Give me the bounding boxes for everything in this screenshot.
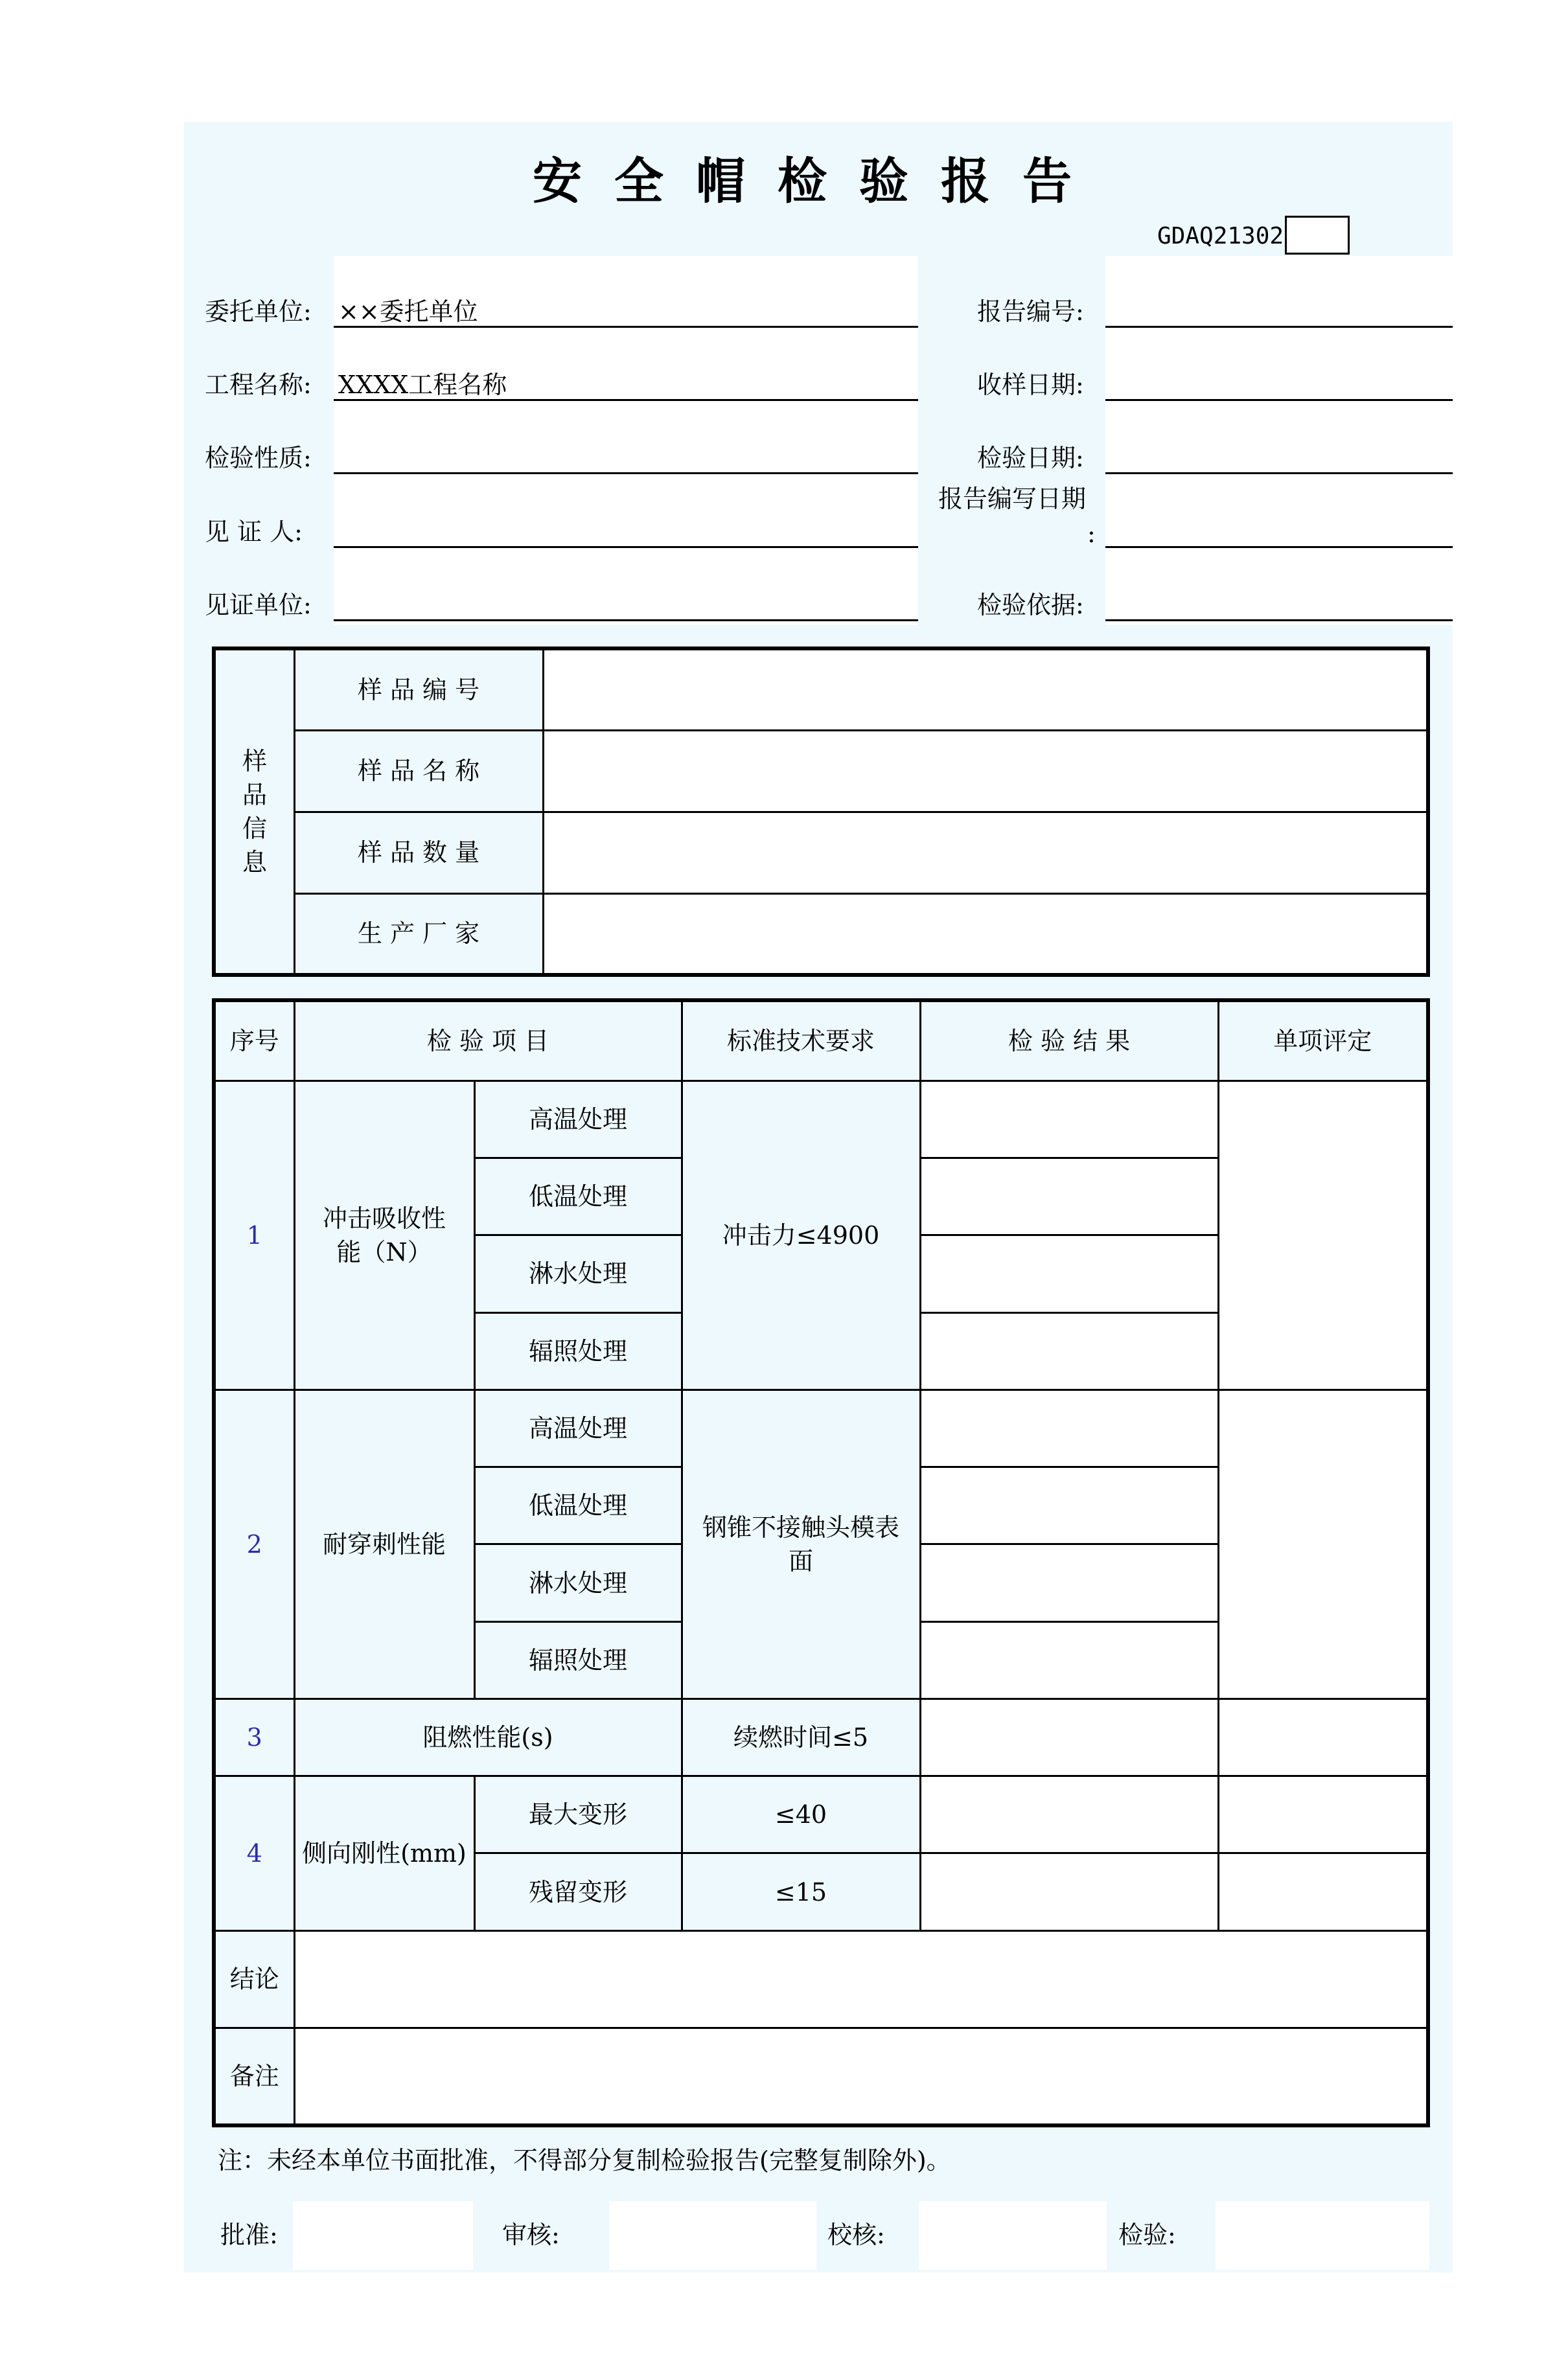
write-date-field[interactable]: [1105, 546, 1453, 548]
item-number: 4: [214, 1776, 294, 1931]
witness-unit-field[interactable]: [334, 619, 918, 621]
test-date-label: 检验日期:: [977, 444, 1084, 472]
test-results-table: [212, 998, 1430, 2127]
treatment-label: 低温处理: [474, 1467, 682, 1544]
inspect-label: 检验:: [1118, 2221, 1176, 2249]
report-no-field[interactable]: [1105, 326, 1453, 328]
test-date-field[interactable]: [1105, 472, 1453, 474]
result-cell[interactable]: [920, 1312, 1218, 1390]
approve-label: 批准:: [220, 2221, 278, 2249]
manufacturer-input[interactable]: [543, 893, 1428, 975]
sample-row-label: 样 品 编 号: [294, 648, 543, 730]
treatment-label: 高温处理: [474, 1081, 682, 1158]
header-evaluation: 单项评定: [1218, 1000, 1428, 1081]
treatment-label: 高温处理: [474, 1390, 682, 1467]
sub-item-label: 残留变形: [474, 1853, 682, 1930]
nature-label: 检验性质:: [205, 444, 312, 472]
item-number: 1: [214, 1081, 294, 1390]
sample-info-table: [212, 646, 1430, 977]
code-suffix-input[interactable]: [1285, 216, 1350, 255]
receive-date-field[interactable]: [1105, 399, 1453, 401]
client-underline: [334, 326, 918, 328]
sample-group-label: 样品信息: [214, 648, 294, 975]
treatment-label: 淋水处理: [474, 1235, 682, 1312]
result-cell[interactable]: [920, 1158, 1218, 1235]
item-requirement: ≤40: [682, 1776, 920, 1853]
header-requirement: 标准技术要求: [682, 1000, 920, 1081]
header-item: 检 验 项 目: [294, 1000, 682, 1081]
report-code: GDAQ21302: [1157, 223, 1284, 249]
item-number: 3: [214, 1699, 294, 1776]
conclusion-label: 结论: [214, 1930, 294, 2028]
header-no: 序号: [214, 1000, 294, 1081]
witness-label: 见 证 人:: [205, 518, 303, 546]
result-cell[interactable]: [920, 1621, 1218, 1699]
write-date-label: 报告编写日期: [938, 485, 1087, 513]
sample-quantity-input[interactable]: [543, 812, 1428, 893]
client-label: 委托单位:: [205, 297, 312, 326]
approve-sign-area[interactable]: [293, 2201, 473, 2270]
item-name: 阻燃性能(s): [294, 1699, 682, 1776]
treatment-label: 淋水处理: [474, 1544, 682, 1621]
check-sign-area[interactable]: [919, 2201, 1107, 2270]
remarks-input[interactable]: [294, 2028, 1428, 2125]
treatment-label: 辐照处理: [474, 1312, 682, 1390]
basis-field[interactable]: [1105, 619, 1453, 621]
client-value[interactable]: ××委托单位: [338, 297, 478, 326]
result-cell[interactable]: [920, 1776, 1218, 1853]
evaluation-cell[interactable]: [1218, 1081, 1428, 1390]
sample-row-label: 样 品 数 量: [294, 812, 543, 893]
result-cell[interactable]: [920, 1853, 1218, 1930]
item-requirement: ≤15: [682, 1853, 920, 1930]
result-cell[interactable]: [920, 1544, 1218, 1621]
review-sign-area[interactable]: [609, 2201, 816, 2270]
project-underline: [334, 399, 918, 401]
right-field-area: [1105, 256, 1453, 625]
result-cell[interactable]: [920, 1081, 1218, 1158]
sample-row-label: 生 产 厂 家: [294, 893, 543, 975]
nature-field[interactable]: [334, 472, 918, 474]
evaluation-cell[interactable]: [1218, 1776, 1428, 1853]
review-label: 审核:: [502, 2221, 560, 2249]
witness-field[interactable]: [334, 546, 918, 548]
result-cell[interactable]: [920, 1235, 1218, 1312]
result-cell[interactable]: [920, 1390, 1218, 1467]
project-value[interactable]: XXXX工程名称: [338, 371, 507, 399]
header-result: 检 验 结 果: [920, 1000, 1218, 1081]
report-no-label: 报告编号:: [977, 297, 1084, 326]
copy-notice: 注：未经本单位书面批准，不得部分复制检验报告(完整复制除外)。: [218, 2146, 951, 2175]
result-cell[interactable]: [920, 1467, 1218, 1544]
item-number: 2: [214, 1390, 294, 1699]
check-label: 校核:: [827, 2221, 885, 2249]
sample-name-input[interactable]: [543, 730, 1428, 812]
treatment-label: 低温处理: [474, 1158, 682, 1235]
evaluation-cell[interactable]: [1218, 1853, 1428, 1930]
witness-unit-label: 见证单位:: [205, 591, 312, 619]
receive-date-label: 收样日期:: [977, 371, 1084, 399]
item-name: 冲击吸收性能（N）: [294, 1081, 474, 1390]
write-date-colon: :: [1087, 520, 1096, 548]
item-requirement: 冲击力≤4900: [682, 1081, 920, 1390]
item-requirement: 钢锥不接触头模表面: [682, 1390, 920, 1699]
treatment-label: 辐照处理: [474, 1621, 682, 1699]
remarks-label: 备注: [214, 2028, 294, 2125]
item-name: 耐穿刺性能: [294, 1390, 474, 1699]
item-name: 侧向刚性(mm): [294, 1776, 474, 1931]
sample-number-input[interactable]: [543, 648, 1428, 730]
conclusion-input[interactable]: [294, 1930, 1428, 2028]
evaluation-cell[interactable]: [1218, 1699, 1428, 1776]
item-requirement: 续燃时间≤5: [682, 1699, 920, 1776]
evaluation-cell[interactable]: [1218, 1390, 1428, 1699]
basis-label: 检验依据:: [977, 591, 1084, 619]
sub-item-label: 最大变形: [474, 1776, 682, 1853]
result-cell[interactable]: [920, 1699, 1218, 1776]
project-label: 工程名称:: [205, 371, 312, 399]
sample-row-label: 样 品 名 称: [294, 730, 543, 812]
report-title: 安全帽检验报告: [533, 152, 1104, 210]
inspect-sign-area[interactable]: [1216, 2201, 1429, 2270]
